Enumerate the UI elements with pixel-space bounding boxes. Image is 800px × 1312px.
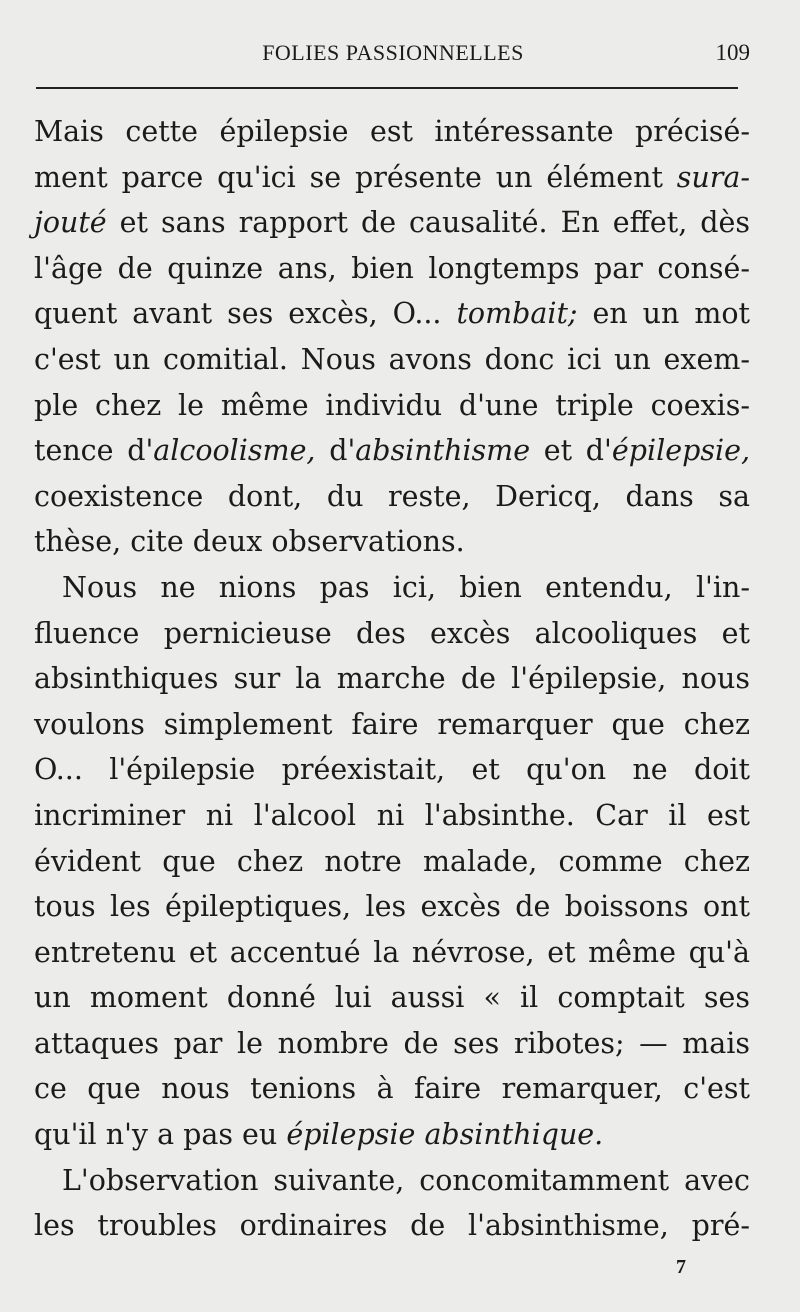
header-rule [36, 87, 738, 89]
text-line: Mais cette épilepsie est intéressante précisé- [34, 115, 750, 148]
text-line: l'âge de quinze ans, bien longtemps par consé- [34, 251, 750, 285]
text-line: L'observation suivante, concomitamment avec [62, 1163, 750, 1197]
text-line: voulons simplement faire remarquer que chez [34, 707, 750, 741]
text-line: ment parce qu'ici se présente un élément sura- [34, 160, 750, 194]
text-line: tence d'alcoolisme, d'absinthisme et d'épilepsie, [34, 434, 751, 468]
page-header [36, 40, 750, 70]
text-line: qu'il n'y a pas eu épilepsie absinthique. [34, 1118, 604, 1152]
signature-mark: 7 [676, 1256, 686, 1278]
text-line: fluence pernicieuse des excès alcooliques et [34, 616, 750, 650]
text-line: thèse, cite deux observations. [34, 525, 465, 559]
text-line: c'est un comitial. Nous avons donc ici un exem- [34, 342, 750, 376]
text-line: O... l'épilepsie préexistait, et qu'on ne doit [34, 753, 750, 787]
text-line: tous les épileptiques, les excès de boissons ont [34, 890, 750, 924]
text-line: attaques par le nombre de ses ribotes; — mais [34, 1026, 750, 1060]
text-line: quent avant ses excès, O... tombait; en un mot [34, 297, 750, 331]
text-line: un moment donné lui aussi « il comptait ses [34, 981, 750, 1015]
running-title: FOLIES PASSIONNELLES [262, 40, 524, 65]
text-line: entretenu et accentué la névrose, et même qu'à [34, 935, 750, 969]
text-line: Nous ne nions pas ici, bien entendu, l'in- [62, 570, 750, 604]
page-number: 109 [715, 40, 750, 65]
text-line: les troubles ordinaires de l'absinthisme, pré- [34, 1209, 750, 1243]
text-line: incriminer ni l'alcool ni l'absinthe. Car il est [34, 798, 750, 832]
text-line: jouté et sans rapport de causalité. En effet, dès [34, 206, 750, 240]
text-line: évident que chez notre malade, comme chez [34, 844, 750, 878]
text-line: absinthiques sur la marche de l'épilepsie, nous [34, 662, 750, 696]
body-text [34, 109, 750, 1249]
text-line: ce que nous tenions à faire remarquer, c'est [34, 1072, 750, 1106]
text-line: ple chez le même individu d'une triple coexis- [34, 388, 750, 422]
text-line: coexistence dont, du reste, Dericq, dans sa [34, 479, 750, 513]
